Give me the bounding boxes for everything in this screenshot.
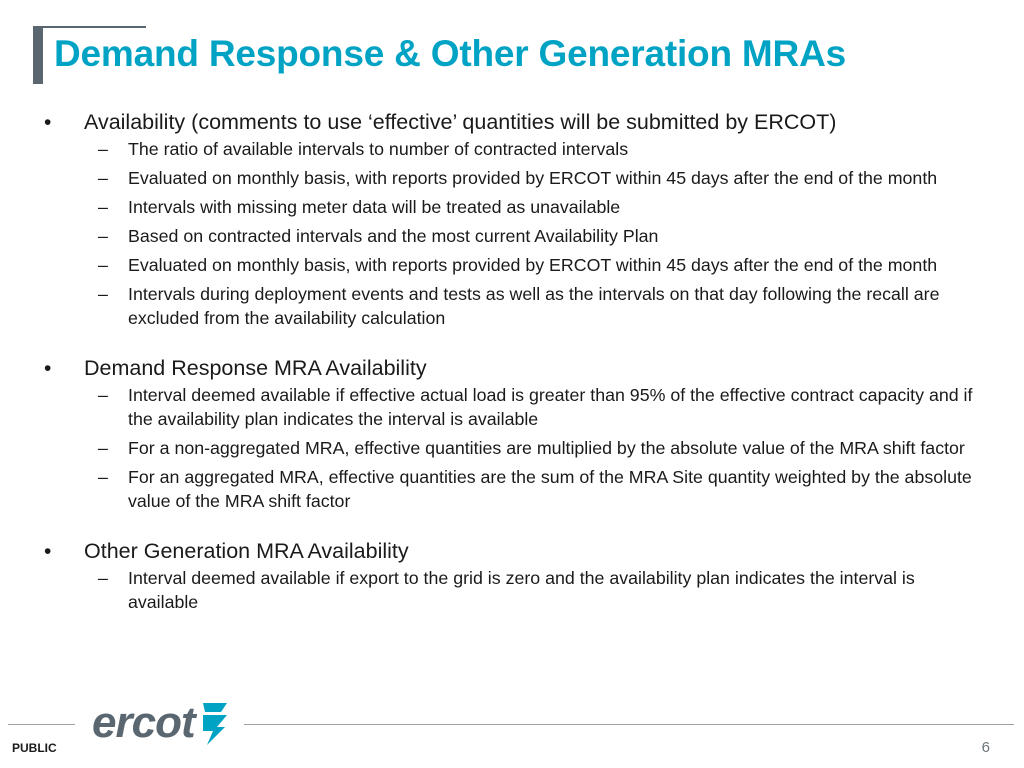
sub-item-text: Based on contracted intervals and the most current Availability Plan — [128, 226, 659, 246]
section-other-generation — [0, 537, 1024, 614]
section-demand-response — [0, 354, 1024, 513]
footer-divider-left — [8, 724, 75, 725]
sub-item — [0, 566, 978, 614]
sub-item-text: For an aggregated MRA, effective quantities are the sum of the MRA Site quantity weighted by the absolute value of the MRA shift factor — [128, 467, 972, 511]
bullet-heading — [0, 108, 984, 137]
sub-item-text: For a non-aggregated MRA, effective quantities are multiplied by the absolute value of the MRA shift factor — [128, 438, 965, 458]
sub-item — [0, 465, 978, 513]
sub-item — [0, 383, 978, 431]
dash-marker: – — [98, 255, 108, 275]
dash-marker: – — [98, 385, 108, 405]
section-availability — [0, 108, 1024, 330]
dash-marker: – — [98, 438, 108, 458]
sub-item — [0, 137, 978, 161]
sub-list — [0, 383, 1024, 513]
bullet-heading-text: Other Generation MRA Availability — [84, 539, 409, 563]
dash-marker: – — [98, 568, 108, 588]
slide-title: Demand Response & Other Generation MRAs — [54, 33, 846, 74]
sub-item-text: Interval deemed available if effective actual load is greater than 95% of the effective contract capacity and if the availability plan indicates the interval is available — [128, 385, 973, 429]
dash-marker: – — [98, 284, 108, 304]
dash-marker: – — [98, 139, 108, 159]
ercot-bolt-icon — [197, 699, 233, 747]
logo-wordmark: ercot — [92, 698, 195, 747]
sub-item-text: Evaluated on monthly basis, with reports provided by ERCOT within 45 days after the end of the month — [128, 168, 938, 188]
sub-item — [0, 195, 978, 219]
sub-item — [0, 282, 978, 330]
dash-marker: – — [98, 226, 108, 246]
bullet-heading — [0, 354, 984, 383]
footer-divider-right — [244, 724, 1014, 725]
sub-item — [0, 436, 978, 460]
bullet-marker: • — [44, 111, 52, 134]
bullet-heading — [0, 537, 984, 566]
public-classification-label: PUBLIC — [12, 741, 57, 755]
page-number: 6 — [981, 739, 990, 756]
sub-item-text: The ratio of available intervals to number of contracted intervals — [128, 139, 629, 159]
dash-marker: – — [98, 467, 108, 487]
sub-item-text: Evaluated on monthly basis, with reports provided by ERCOT within 45 days after the end of the month — [128, 255, 938, 275]
sub-item-text: Intervals with missing meter data will be treated as unavailable — [128, 197, 621, 217]
dash-marker: – — [98, 168, 108, 188]
sub-item — [0, 166, 978, 190]
bullet-marker: • — [44, 357, 52, 380]
sub-list — [0, 566, 1024, 614]
sub-item — [0, 253, 978, 277]
title-accent-rule — [43, 26, 146, 28]
bullet-heading-text: Demand Response MRA Availability — [84, 356, 427, 380]
sub-item-text: Interval deemed available if export to the grid is zero and the availability plan indicates the interval is available — [128, 568, 915, 612]
ercot-logo — [92, 700, 233, 746]
sub-item-text: Intervals during deployment events and tests as well as the intervals on that day following the recall are excluded from the availability calculation — [128, 284, 940, 328]
title-accent-bar — [33, 26, 43, 84]
sub-item — [0, 224, 978, 248]
slide-content — [0, 108, 1024, 638]
dash-marker: – — [98, 197, 108, 217]
sub-list — [0, 137, 1024, 330]
bullet-heading-text: Availability (comments to use ‘effective’ quantities will be submitted by ERCOT) — [84, 110, 837, 134]
bullet-marker: • — [44, 540, 52, 563]
